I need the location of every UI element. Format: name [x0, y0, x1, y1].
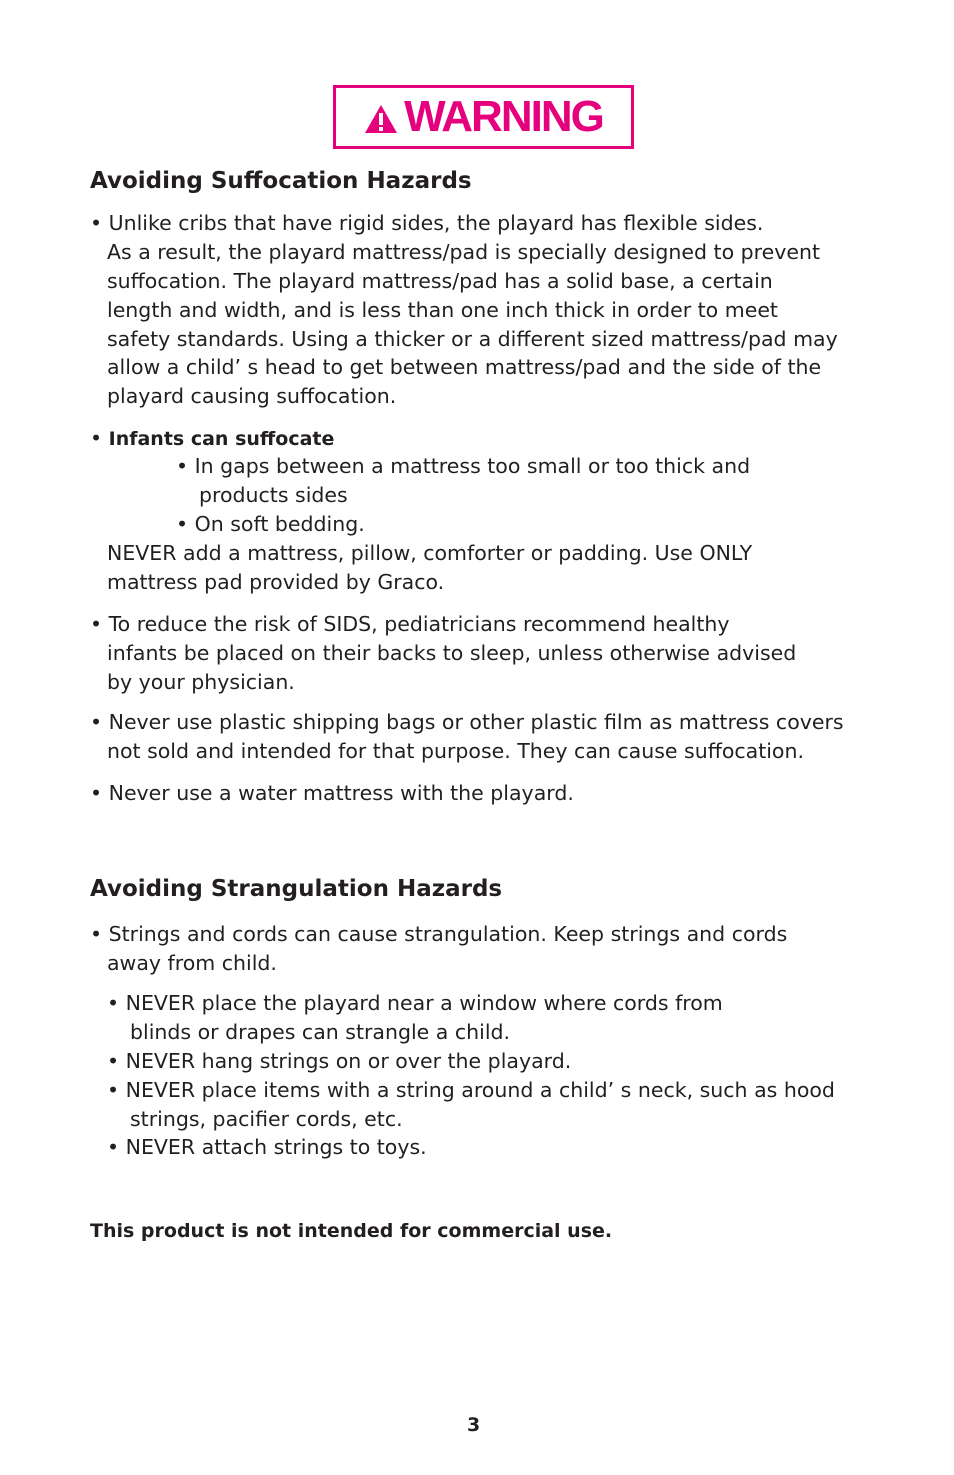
warning-banner — [333, 85, 634, 149]
strangulation-heading: Avoiding Strangulation Hazards — [90, 876, 503, 902]
strangulation-line: • Strings and cords can cause strangulation. Keep strings and cords — [90, 922, 788, 946]
infants-subitem: • In gaps between a mattress too small or too thick and — [176, 454, 751, 478]
warning-triangle-icon — [364, 104, 398, 134]
strangulation-line: away from child. — [107, 951, 277, 975]
infants-label: Infants can suffocate — [108, 428, 335, 450]
page-number: 3 — [467, 1414, 481, 1436]
strangulation-subitem: strings, pacifier cords, etc. — [130, 1107, 403, 1131]
sids-line: • To reduce the risk of SIDS, pediatricians recommend healthy — [90, 612, 730, 636]
strangulation-subitem: blinds or drapes can strangle a child. — [130, 1020, 511, 1044]
infants-item — [90, 428, 334, 449]
commercial-use-note: This product is not intended for commercial use. — [90, 1220, 613, 1242]
suffocation-heading: Avoiding Suffocation Hazards — [90, 168, 472, 194]
bullet: • — [90, 426, 103, 450]
never-line: mattress pad provided by Graco. — [107, 570, 445, 594]
water-line: • Never use a water mattress with the playard. — [90, 781, 574, 805]
infants-subitem: products sides — [199, 483, 348, 507]
plastic-line: • Never use plastic shipping bags or other plastic film as mattress covers — [90, 710, 844, 734]
sids-line: infants be placed on their backs to sleep, unless otherwise advised — [107, 641, 797, 665]
suffocation-line: As a result, the playard mattress/pad is specially designed to prevent — [107, 240, 821, 264]
sids-line: by your physician. — [107, 670, 295, 694]
suffocation-line: playard causing suffocation. — [107, 384, 397, 408]
never-line: NEVER add a mattress, pillow, comforter or padding. Use ONLY — [107, 541, 753, 565]
infants-subitem: • On soft bedding. — [176, 512, 365, 536]
strangulation-subitem: • NEVER attach strings to toys. — [107, 1135, 427, 1159]
suffocation-line: suffocation. The playard mattress/pad has a solid base, a certain — [107, 269, 773, 293]
suffocation-line: length and width, and is less than one inch thick in order to meet — [107, 298, 778, 322]
strangulation-subitem: • NEVER hang strings on or over the playard. — [107, 1049, 572, 1073]
plastic-line: not sold and intended for that purpose. They can cause suffocation. — [107, 739, 804, 763]
suffocation-line: allow a child’ s head to get between mattress/pad and the side of the — [107, 355, 822, 379]
strangulation-subitem: • NEVER place the playard near a window where cords from — [107, 991, 723, 1015]
strangulation-subitem: • NEVER place items with a string around a child’ s neck, such as hood — [107, 1078, 835, 1102]
suffocation-line: safety standards. Using a thicker or a different sized mattress/pad may — [107, 327, 838, 351]
suffocation-line: • Unlike cribs that have rigid sides, the playard has flexible sides. — [90, 211, 764, 235]
warning-label: WARNING — [404, 92, 603, 141]
